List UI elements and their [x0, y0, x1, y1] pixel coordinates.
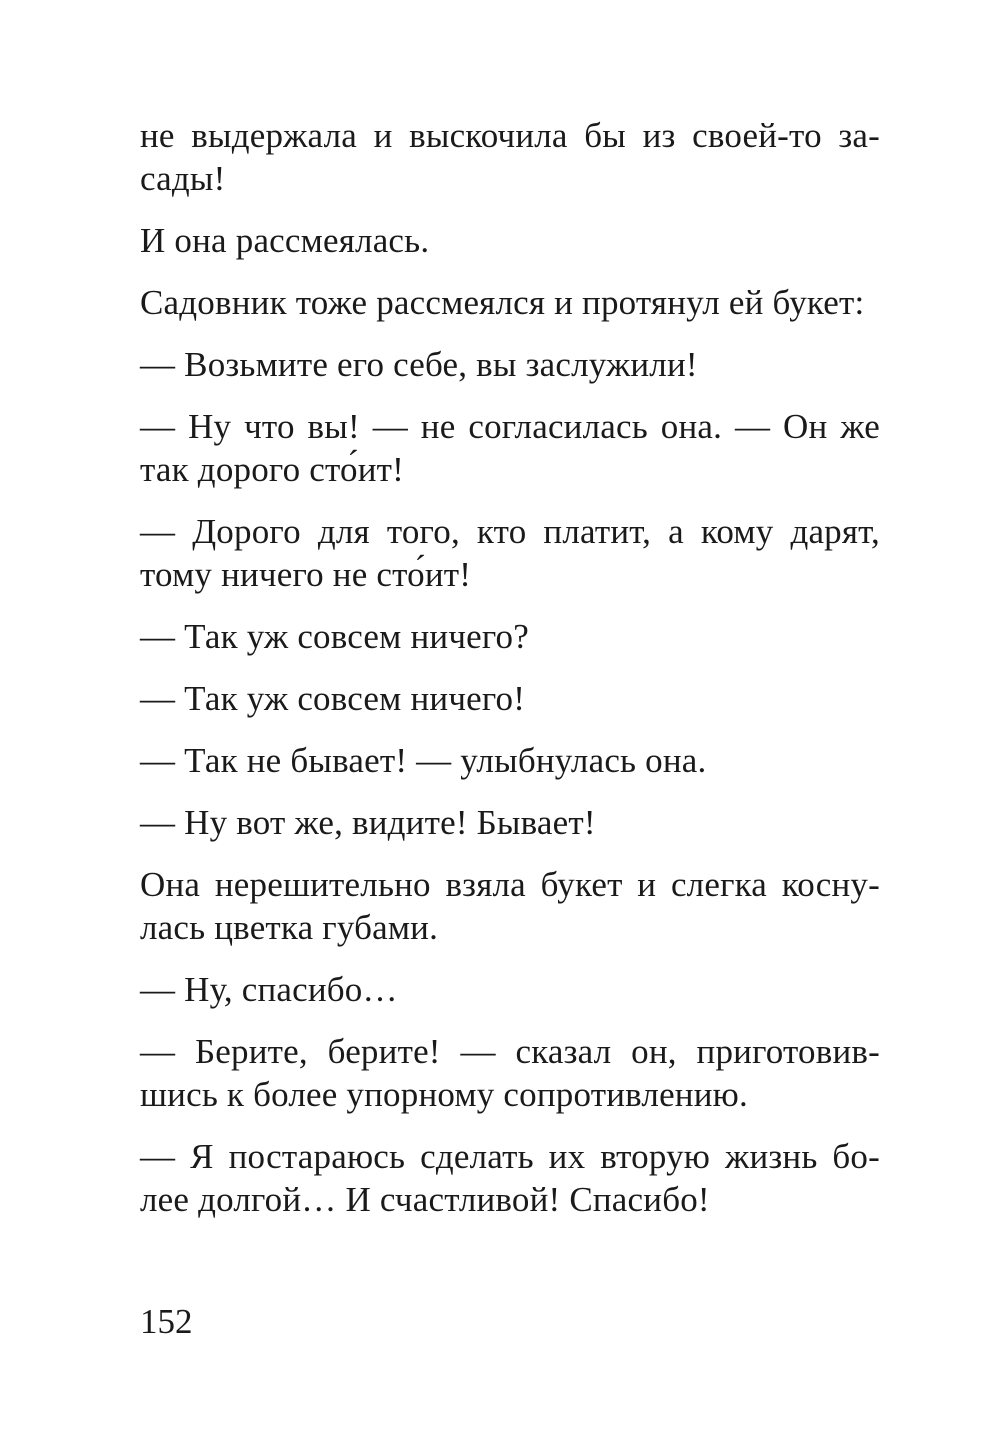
- text-line: — Так уж совсем ничего?: [140, 617, 529, 656]
- text-line: не выдержала и выскочила бы из своей-то за-: [140, 116, 880, 155]
- text-line: Садовник тоже рассмеялся и протянул ей букет:: [140, 283, 865, 322]
- text-line: сады!: [140, 159, 226, 198]
- paragraph: [140, 968, 880, 1011]
- paragraph: [140, 801, 880, 844]
- page-body: [140, 114, 880, 1240]
- paragraph: [140, 219, 880, 262]
- paragraph: [140, 1030, 880, 1116]
- text-line: так дорого сто́ит!: [140, 450, 405, 489]
- text-line: — Так не бывает! — улыбнулась она.: [140, 741, 707, 780]
- text-line: — Ну вот же, видите! Бывает!: [140, 803, 596, 842]
- text-line: тому ничего не сто́ит!: [140, 555, 472, 594]
- text-line: И она рассмеялась.: [140, 221, 430, 260]
- text-line: — Дорого для того, кто платит, а кому дарят,: [140, 512, 880, 551]
- text-line: — Ну что вы! — не согласилась она. — Он же: [140, 407, 880, 446]
- text-line: шись к более упорному сопротивлению.: [140, 1075, 748, 1114]
- text-line: — Берите, берите! — сказал он, приготовив-: [140, 1032, 880, 1071]
- text-line: — Так уж совсем ничего!: [140, 679, 526, 718]
- paragraph: [140, 615, 880, 658]
- text-line: — Я постараюсь сделать их вторую жизнь бо-: [140, 1137, 880, 1176]
- text-line: — Возьмите его себе, вы заслужили!: [140, 345, 698, 384]
- text-line: лее долгой… И счастливой! Спасибо!: [140, 1180, 710, 1219]
- text-line: — Ну, спасибо…: [140, 970, 398, 1009]
- paragraph: [140, 343, 880, 386]
- text-line: лась цветка губами.: [140, 908, 439, 947]
- paragraph: [140, 863, 880, 949]
- page-number: 152: [140, 1302, 193, 1341]
- paragraph: [140, 114, 880, 200]
- paragraph: [140, 739, 880, 782]
- paragraph: [140, 281, 880, 324]
- text-line: Она нерешительно взяла букет и слегка косну-: [140, 865, 880, 904]
- paragraph: [140, 1135, 880, 1221]
- paragraph: [140, 405, 880, 491]
- paragraph: [140, 677, 880, 720]
- paragraph: [140, 510, 880, 596]
